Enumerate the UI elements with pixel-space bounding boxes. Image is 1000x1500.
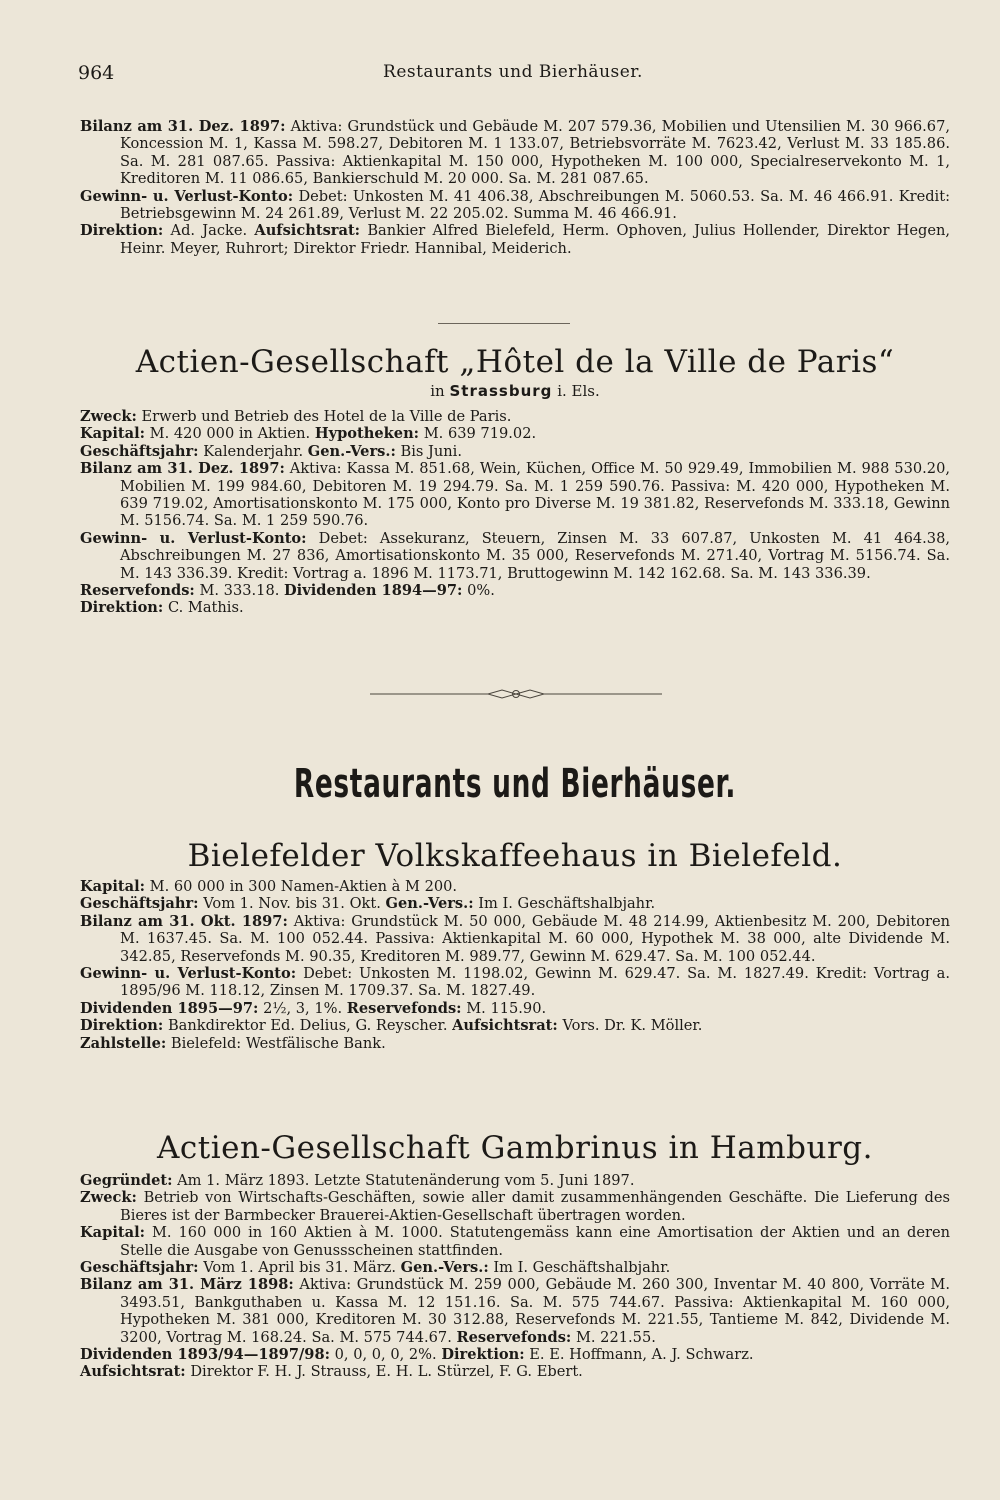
general-meeting-text: Im I. Geschäftshalbjahr. <box>478 895 656 913</box>
capital-label: Kapital: <box>80 1224 146 1242</box>
page-header <box>78 62 948 86</box>
capital-paragraph <box>80 1224 950 1259</box>
mortgages-text: M. 639 719.02. <box>423 425 537 443</box>
purpose-text: Erwerb und Betrieb des Hotel de la Ville de Paris. <box>141 408 512 425</box>
mortgages-label: Hypotheken: <box>314 425 420 443</box>
profit-loss-paragraph <box>80 530 950 582</box>
profit-loss-label: Gewinn- u. Verlust-Konto: <box>80 965 297 983</box>
divider-rule <box>438 323 570 324</box>
reserve-text: M. 333.18. <box>199 582 280 600</box>
fiscal-year-label: Geschäftsjahr: <box>80 895 199 913</box>
profit-loss-paragraph <box>80 188 950 223</box>
capital-text: M. 160 000 in 160 Aktien à M. 1000. Statutengemäss kann eine Amortisation der Aktien und an deren Stelle die Ausgabe von Genussscheinen stattfinden. <box>120 1224 950 1259</box>
management-paragraph <box>80 222 950 257</box>
management-text: C. Mathis. <box>167 599 244 617</box>
management-label: Direktion: <box>80 222 164 240</box>
supervisory-board-text: Vors. Dr. K. Möller. <box>562 1017 703 1035</box>
capital-text: M. 60 000 in 300 Namen-Aktien à M 200. <box>149 878 458 895</box>
dividends-label: Dividenden 1894—97: <box>284 582 463 600</box>
fiscal-year-paragraph <box>80 895 950 912</box>
profit-loss-text: Debet: Unkosten M. 41 406.38, Abschreibungen M. 5060.53. Sa. M. 46 466.91. Kredit: Betriebsgewinn M. 24 261.89, Verlust M. 22 205.02. Summa M. 46 466.91. <box>120 187 950 223</box>
management-label: Direktion: <box>80 1017 164 1035</box>
balance-label: Bilanz am 31. Okt. 1897: <box>80 912 288 930</box>
fiscal-year-text: Vom 1. April bis 31. März. <box>203 1259 397 1277</box>
balance-label: Bilanz am 31. März 1898: <box>80 1276 294 1294</box>
general-meeting-label: Gen.-Vers.: <box>385 895 474 913</box>
company-location <box>80 382 950 400</box>
balance-label: Bilanz am 31. Dez. 1897: <box>80 460 285 478</box>
profit-loss-text: Debet: Assekuranz, Steuern, Zinsen M. 33 607.87, Unkosten M. 41 464.38, Abschreibungen M. 27 836, Amortisationskonto M. 35 000, Reservefonds M. 271.40, Vortrag M. 5156.74. Sa. M. 143 336.39. Kredit: Vortrag a. 1896 M. 1173.71, Bruttogewinn M. 142 162.68. Sa. M. 143 336.39. <box>120 529 950 582</box>
entry-hotel-paris <box>80 408 950 617</box>
capital-paragraph <box>80 425 950 442</box>
balance-paragraph <box>80 913 950 965</box>
balance-text: Aktiva: Grundstück M. 50 000, Gebäude M. 48 214.99, Aktienbesitz M. 200, Debitoren M. 1637.45. Sa. M. 100 052.44. Passiva: Aktienkapital M. 60 000, Hypothek M. 38 000, alte Dividende M. 342.85, Reservefonds M. 90.35, Kreditoren M. 989.77, Gewinn M. 629.47. Sa. M. 100 052.44. <box>120 912 950 965</box>
management-text: Bankdirektor Ed. Delius, G. Reyscher. <box>167 1017 448 1035</box>
balance-text: Aktiva: Grundstück und Gebäude M. 207 579.36, Mobilien und Utensilien M. 30 966.67, Koncession M. 1, Kassa M. 598.27, Debitoren M. 1 133.07, Betriebsvorräte M. 7623.42, Verlust M. 33 185.86. Sa. M. 281 087.65. Passiva: Aktienkapital M. 150 000, Hypotheken M. 100 000, Specialreservekonto M. 1, Kreditoren M. 11 086.65, Bankierschuld M. 20 000. Sa. M. 281 087.65. <box>120 118 951 188</box>
dividends-label: Dividenden 1895—97: <box>80 999 259 1017</box>
page-number: 964 <box>78 62 115 84</box>
supervisory-board-text: Direktor F. H. J. Strauss, E. H. L. Stürzel, F. G. Ebert. <box>190 1363 583 1381</box>
entry-volkskaffeehaus <box>80 878 950 1052</box>
purpose-label: Zweck: <box>80 1189 137 1207</box>
fiscal-year-label: Geschäftsjahr: <box>80 442 199 460</box>
entry-gambrinus <box>80 1172 950 1381</box>
dividends-text: 0%. <box>467 582 495 600</box>
dividends-text: 2½, 3, 1%. <box>263 999 343 1017</box>
location-prefix: in <box>430 382 445 400</box>
dividends-paragraph <box>80 1000 950 1017</box>
reserve-label: Reservefonds: <box>346 999 462 1017</box>
capital-label: Kapital: <box>80 878 146 895</box>
reserve-label: Reservefonds: <box>456 1328 572 1346</box>
fiscal-year-text: Vom 1. Nov. bis 31. Okt. <box>203 895 381 913</box>
management-label: Direktion: <box>441 1346 525 1364</box>
profit-loss-text: Debet: Unkosten M. 1198.02, Gewinn M. 629.47. Sa. M. 1827.49. Kredit: Vortrag a. 1895/96 M. 118.12, Zinsen M. 1709.37. Sa. M. 1827.49. <box>120 965 950 1000</box>
supervisory-board-label: Aufsichtsrat: <box>254 222 361 240</box>
profit-loss-paragraph <box>80 965 950 1000</box>
company-title-volkskaffeehaus: Bielefelder Volkskaffeehaus in Bielefeld. <box>187 838 843 874</box>
management-label: Direktion: <box>80 599 164 617</box>
fiscal-year-text: Kalenderjahr. <box>203 442 304 460</box>
balance-text: Aktiva: Grundstück M. 259 000, Gebäude M. 260 300, Inventar M. 40 800, Vorräte M. 3493.51, Bankguthaben u. Kassa M. 12 151.16. Sa. M. 575 744.67. Passiva: Aktienkapital M. 160 000, Hypotheken M. 381 000, Kreditoren M. 30 312.88, Reservefonds M. 221.55, Tantieme M. 842, Dividende M. 3200, Vortrag M. 168.24. Sa. M. 575 744.67. <box>120 1276 951 1346</box>
purpose-paragraph <box>80 408 950 425</box>
balance-text: Aktiva: Kassa M. 851.68, Wein, Küchen, Office M. 50 929.49, Immobilien M. 988 530.20, Mobilien M. 199 984.60, Debitoren M. 19 294.79. Sa. M. 1 259 590.76. Passiva: M. 420 000, Hypotheken M. 639 719.02, Amortisationskonto M. 175 000, Konto pro Diverse M. 19 381.82, Reservefonds M. 333.18, Gewinn M. 5156.74. Sa. M. 1 259 590.76. <box>120 460 950 530</box>
management-paragraph <box>80 599 950 616</box>
reserve-text: M. 221.55. <box>575 1328 656 1346</box>
general-meeting-label: Gen.-Vers.: <box>400 1259 489 1277</box>
management-text: E. E. Hoffmann, A. J. Schwarz. <box>529 1346 754 1364</box>
general-meeting-text: Im I. Geschäftshalbjahr. <box>493 1259 671 1277</box>
ornament-divider <box>370 684 662 704</box>
dividends-paragraph <box>80 1346 950 1363</box>
reserve-text: M. 115.90. <box>466 999 547 1017</box>
balance-paragraph <box>80 460 950 530</box>
reserve-paragraph <box>80 582 950 599</box>
profit-loss-label: Gewinn- u. Verlust-Konto: <box>80 529 307 547</box>
founded-text: Am 1. März 1893. Letzte Statutenänderung vom 5. Juni 1897. <box>177 1172 635 1189</box>
paying-agent-label: Zahlstelle: <box>80 1034 167 1052</box>
balance-label: Bilanz am 31. Dez. 1897: <box>80 118 286 135</box>
capital-text: M. 420 000 in Aktien. <box>149 425 311 443</box>
fiscal-year-label: Geschäftsjahr: <box>80 1259 199 1277</box>
dividends-label: Dividenden 1893/94—1897/98: <box>80 1346 330 1364</box>
capital-label: Kapital: <box>80 425 146 443</box>
supervisory-board-paragraph <box>80 1363 950 1380</box>
reserve-label: Reservefonds: <box>80 582 195 600</box>
supervisory-board-label: Aufsichtsrat: <box>452 1017 558 1035</box>
section-heading: Restaurants und Bierhäuser. <box>293 761 737 807</box>
founded-paragraph <box>80 1172 950 1189</box>
dividends-text: 0, 0, 0, 0, 2%. <box>334 1346 437 1364</box>
balance-paragraph <box>80 1276 950 1346</box>
location-suffix: i. Els. <box>557 382 600 400</box>
founded-label: Gegründet: <box>80 1172 173 1189</box>
paying-agent-text: Bielefeld: Westfälische Bank. <box>170 1034 386 1052</box>
management-text: Ad. Jacke. <box>170 222 248 240</box>
entry-continued <box>80 118 950 257</box>
running-title: Restaurants und Bierhäuser. <box>383 62 643 82</box>
management-paragraph <box>80 1017 950 1034</box>
fiscal-year-paragraph <box>80 443 950 460</box>
company-title-gambrinus: Actien-Gesellschaft Gambrinus in Hamburg. <box>157 1130 873 1166</box>
supervisory-board-label: Aufsichtsrat: <box>80 1363 186 1381</box>
capital-paragraph <box>80 878 950 895</box>
profit-loss-label: Gewinn- u. Verlust-Konto: <box>80 187 294 205</box>
general-meeting-label: Gen.-Vers.: <box>307 442 396 460</box>
location-city: Strassburg <box>449 382 553 400</box>
general-meeting-text: Bis Juni. <box>400 442 462 460</box>
balance-paragraph <box>80 118 950 188</box>
purpose-label: Zweck: <box>80 408 137 425</box>
purpose-text: Betrieb von Wirtschafts-Geschäften, sowie aller damit zusammenhängenden Geschäfte. Die Lieferung des Bieres ist der Barmbecker Brauerei-Aktien-Gesellschaft übertragen worden. <box>120 1189 950 1224</box>
purpose-paragraph <box>80 1189 950 1224</box>
company-title-hotel-paris: Actien-Gesellschaft „Hôtel de la Ville de Paris“ <box>135 344 895 380</box>
paying-agent-paragraph <box>80 1035 950 1052</box>
supervisory-board-text: Bankier Alfred Bielefeld, Herm. Ophoven, Julius Hollender, Direktor Hegen, Heinr. Meyer, Ruhrort; Direktor Friedr. Hannibal, Meiderich. <box>120 222 951 257</box>
fiscal-year-paragraph <box>80 1259 950 1276</box>
